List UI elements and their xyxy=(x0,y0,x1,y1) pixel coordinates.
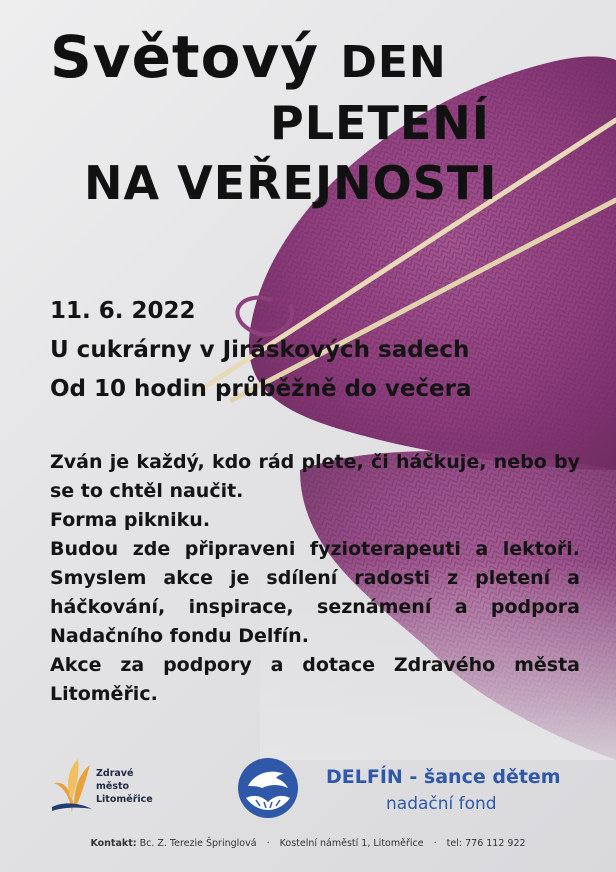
zdrave-line-2: město xyxy=(96,781,130,792)
contact-address: Kostelní náměstí 1, Litoměřice xyxy=(279,838,424,849)
contact-label: Kontakt: xyxy=(90,838,137,849)
description-format: Forma pikniku. xyxy=(50,509,211,531)
contact-line xyxy=(0,838,616,849)
delfin-title: DELFÍN - šance dětem xyxy=(326,766,561,788)
contact-person: Bc. Z. Terezie Špringlová xyxy=(139,838,257,849)
title-line-2: PLETENÍ xyxy=(270,96,490,150)
event-place: U cukrárny v Jiráskových sadech xyxy=(50,337,470,363)
contact-phone: tel: 776 112 922 xyxy=(446,838,526,849)
title-word-small: DEN xyxy=(340,37,447,88)
contact-separator: · xyxy=(433,838,437,849)
description-sponsor: Akce za podpory a dotace Zdravého města Litoměřic. xyxy=(50,654,580,705)
zdrave-line-3: Litoměřice xyxy=(96,794,153,805)
delfin-subtitle: nadační fond xyxy=(386,794,497,814)
event-details xyxy=(50,292,472,409)
description xyxy=(50,448,580,709)
leaf-sprout-icon xyxy=(50,757,94,815)
title-line-3: NA VEŘEJNOSTI xyxy=(84,156,498,210)
zdrave-line-1: Zdravé xyxy=(96,768,134,779)
contact-separator: · xyxy=(266,838,270,849)
poster-title xyxy=(48,23,588,210)
description-purpose: Budou zde připraveni fyzioterapeuti a lektoři. Smyslem akce je sdílení radosti z pletení a háčkování, inspirace, seznámení a podpora Nadačního fondu Delfín. xyxy=(50,538,580,647)
event-date: 11. 6. 2022 xyxy=(50,298,196,324)
title-word-main: Světový xyxy=(50,23,320,91)
description-invite: Zván je každý, kdo rád plete, či háčkuje, nebo by se to chtěl naučit. xyxy=(50,451,580,502)
zdrave-mesto-logo-text xyxy=(96,767,153,806)
event-time: Od 10 hodin průběžně do večera xyxy=(50,376,472,402)
sponsor-logos xyxy=(0,752,616,822)
dolphin-hands-icon xyxy=(236,756,300,820)
title-line-1 xyxy=(50,23,588,91)
